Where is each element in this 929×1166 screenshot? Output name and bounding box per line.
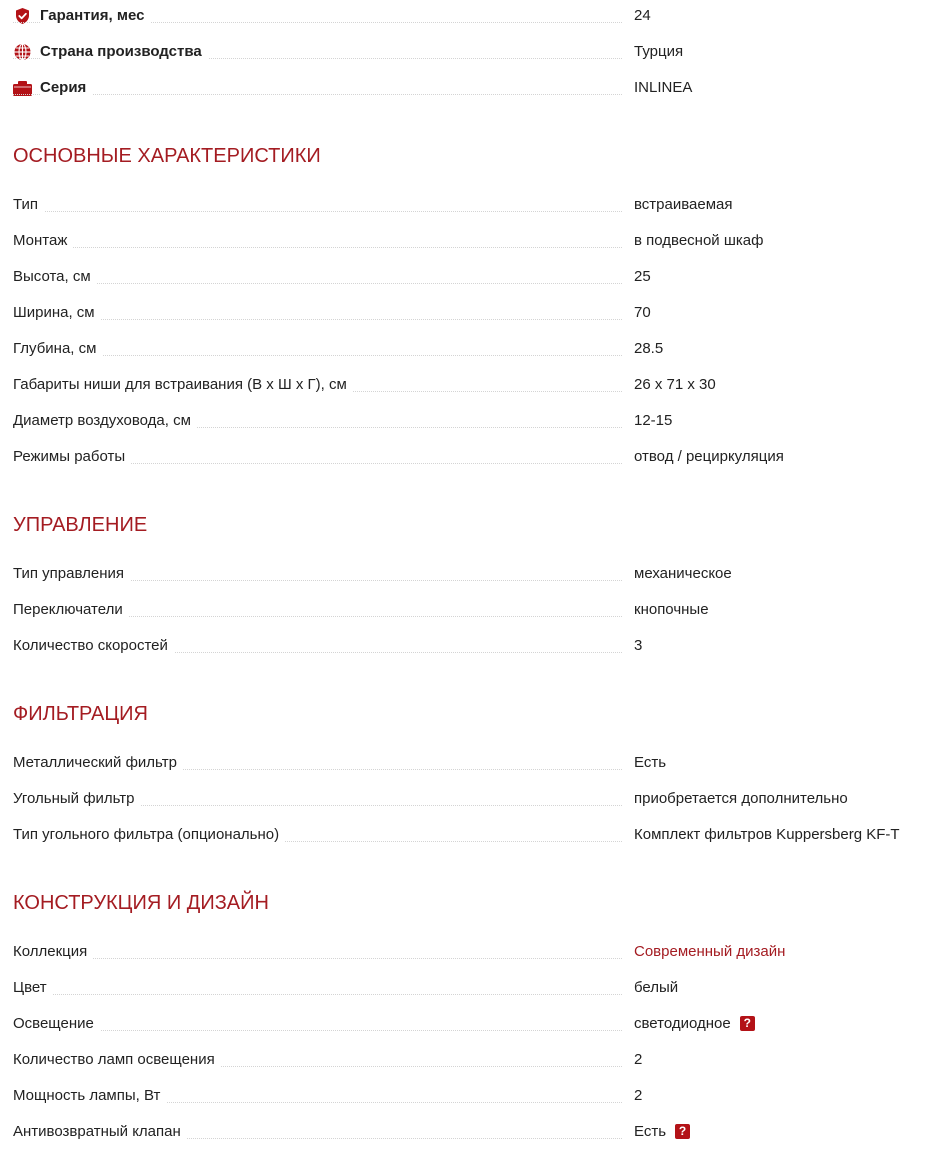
spec-row bbox=[13, 564, 929, 584]
spec-value: отвод / рециркуляция bbox=[634, 448, 784, 465]
spec-value: Есть bbox=[634, 754, 667, 771]
spec-value: 2 bbox=[634, 1087, 643, 1104]
spec-row bbox=[13, 636, 929, 656]
spec-row bbox=[13, 600, 929, 620]
section-title-control: УПРАВЛЕНИЕ bbox=[13, 514, 148, 536]
spec-value: 24 bbox=[634, 7, 651, 24]
help-icon[interactable]: ? bbox=[675, 1124, 690, 1139]
spec-row bbox=[13, 1014, 929, 1034]
spec-value: 3 bbox=[634, 637, 643, 654]
leader-dots bbox=[13, 94, 622, 95]
spec-name: Металлический фильтр bbox=[13, 753, 183, 773]
spec-name: Цвет bbox=[13, 978, 53, 998]
spec-value: 25 bbox=[634, 268, 651, 285]
spec-name: Глубина, см bbox=[13, 339, 102, 359]
leader-dots bbox=[13, 247, 622, 248]
spec-value: 12-15 bbox=[634, 412, 673, 429]
spec-value-with-help bbox=[634, 1122, 690, 1142]
section-title-design: КОНСТРУКЦИЯ И ДИЗАЙН bbox=[13, 892, 269, 914]
spec-value: INLINEA bbox=[634, 79, 693, 96]
leader-dots bbox=[13, 319, 622, 320]
spec-value: встраиваемая bbox=[634, 196, 733, 213]
spec-value: белый bbox=[634, 979, 679, 996]
spec-row bbox=[13, 267, 929, 287]
spec-row-country bbox=[13, 42, 929, 62]
spec-name: Ширина, см bbox=[13, 303, 101, 323]
spec-value: Турция bbox=[634, 43, 684, 60]
spec-row bbox=[13, 978, 929, 998]
spec-value: механическое bbox=[634, 565, 732, 582]
spec-name: Режимы работы bbox=[13, 447, 131, 467]
spec-row bbox=[13, 1122, 929, 1142]
leader-dots bbox=[13, 958, 622, 959]
leader-dots bbox=[13, 1030, 622, 1031]
leader-dots bbox=[13, 355, 622, 356]
spec-name: Тип угольного фильтра (опционально) bbox=[13, 825, 285, 845]
spec-row-series bbox=[13, 78, 929, 98]
help-icon[interactable]: ? bbox=[740, 1016, 755, 1031]
spec-value: 2 bbox=[634, 1051, 643, 1068]
spec-value: Есть bbox=[634, 1123, 667, 1140]
spec-row bbox=[13, 411, 929, 431]
spec-name: Переключатели bbox=[13, 600, 129, 620]
spec-value: кнопочные bbox=[634, 601, 709, 618]
spec-value: 70 bbox=[634, 304, 651, 321]
spec-name: Коллекция bbox=[13, 942, 93, 962]
spec-name: Тип bbox=[13, 195, 44, 215]
spec-name: Страна производства bbox=[40, 42, 208, 62]
spec-row bbox=[13, 1086, 929, 1106]
spec-name: Монтаж bbox=[13, 231, 73, 251]
spec-row bbox=[13, 231, 929, 251]
spec-row bbox=[13, 789, 929, 809]
spec-name: Гарантия, мес bbox=[40, 6, 150, 26]
spec-row bbox=[13, 942, 929, 962]
spec-name: Количество ламп освещения bbox=[13, 1050, 221, 1070]
spec-name: Высота, см bbox=[13, 267, 97, 287]
spec-row-warranty bbox=[13, 6, 929, 26]
spec-name: Угольный фильтр bbox=[13, 789, 141, 809]
section-title-main-specs: ОСНОВНЫЕ ХАРАКТЕРИСТИКИ bbox=[13, 145, 321, 167]
spec-row bbox=[13, 195, 929, 215]
spec-row bbox=[13, 339, 929, 359]
spec-name: Тип управления bbox=[13, 564, 130, 584]
spec-row bbox=[13, 1050, 929, 1070]
spec-name: Освещение bbox=[13, 1014, 100, 1034]
spec-row bbox=[13, 825, 929, 845]
spec-row bbox=[13, 303, 929, 323]
spec-value: 28.5 bbox=[634, 340, 664, 357]
section-title-filtration: ФИЛЬТРАЦИЯ bbox=[13, 703, 148, 725]
spec-row bbox=[13, 375, 929, 395]
leader-dots bbox=[13, 283, 622, 284]
spec-value: в подвесной шкаф bbox=[634, 232, 764, 249]
spec-name: Габариты ниши для встраивания (В х Ш х Г), см bbox=[13, 375, 353, 395]
spec-row bbox=[13, 447, 929, 467]
spec-name: Диаметр воздуховода, см bbox=[13, 411, 197, 431]
spec-name: Мощность лампы, Вт bbox=[13, 1086, 166, 1106]
spec-name: Антивозвратный клапан bbox=[13, 1122, 187, 1142]
spec-value: 26 х 71 х 30 bbox=[634, 376, 716, 393]
spec-value-with-help bbox=[634, 1014, 755, 1034]
spec-value: приобретается дополнительно bbox=[634, 790, 848, 807]
spec-row bbox=[13, 753, 929, 773]
spec-name: Количество скоростей bbox=[13, 636, 174, 656]
leader-dots bbox=[13, 211, 622, 212]
spec-value: светодиодное bbox=[634, 1015, 731, 1032]
spec-value: Комплект фильтров Kuppersberg KF-T bbox=[634, 826, 900, 843]
spec-name: Серия bbox=[40, 78, 92, 98]
collection-link[interactable]: Современный дизайн bbox=[634, 943, 786, 960]
leader-dots bbox=[13, 994, 622, 995]
